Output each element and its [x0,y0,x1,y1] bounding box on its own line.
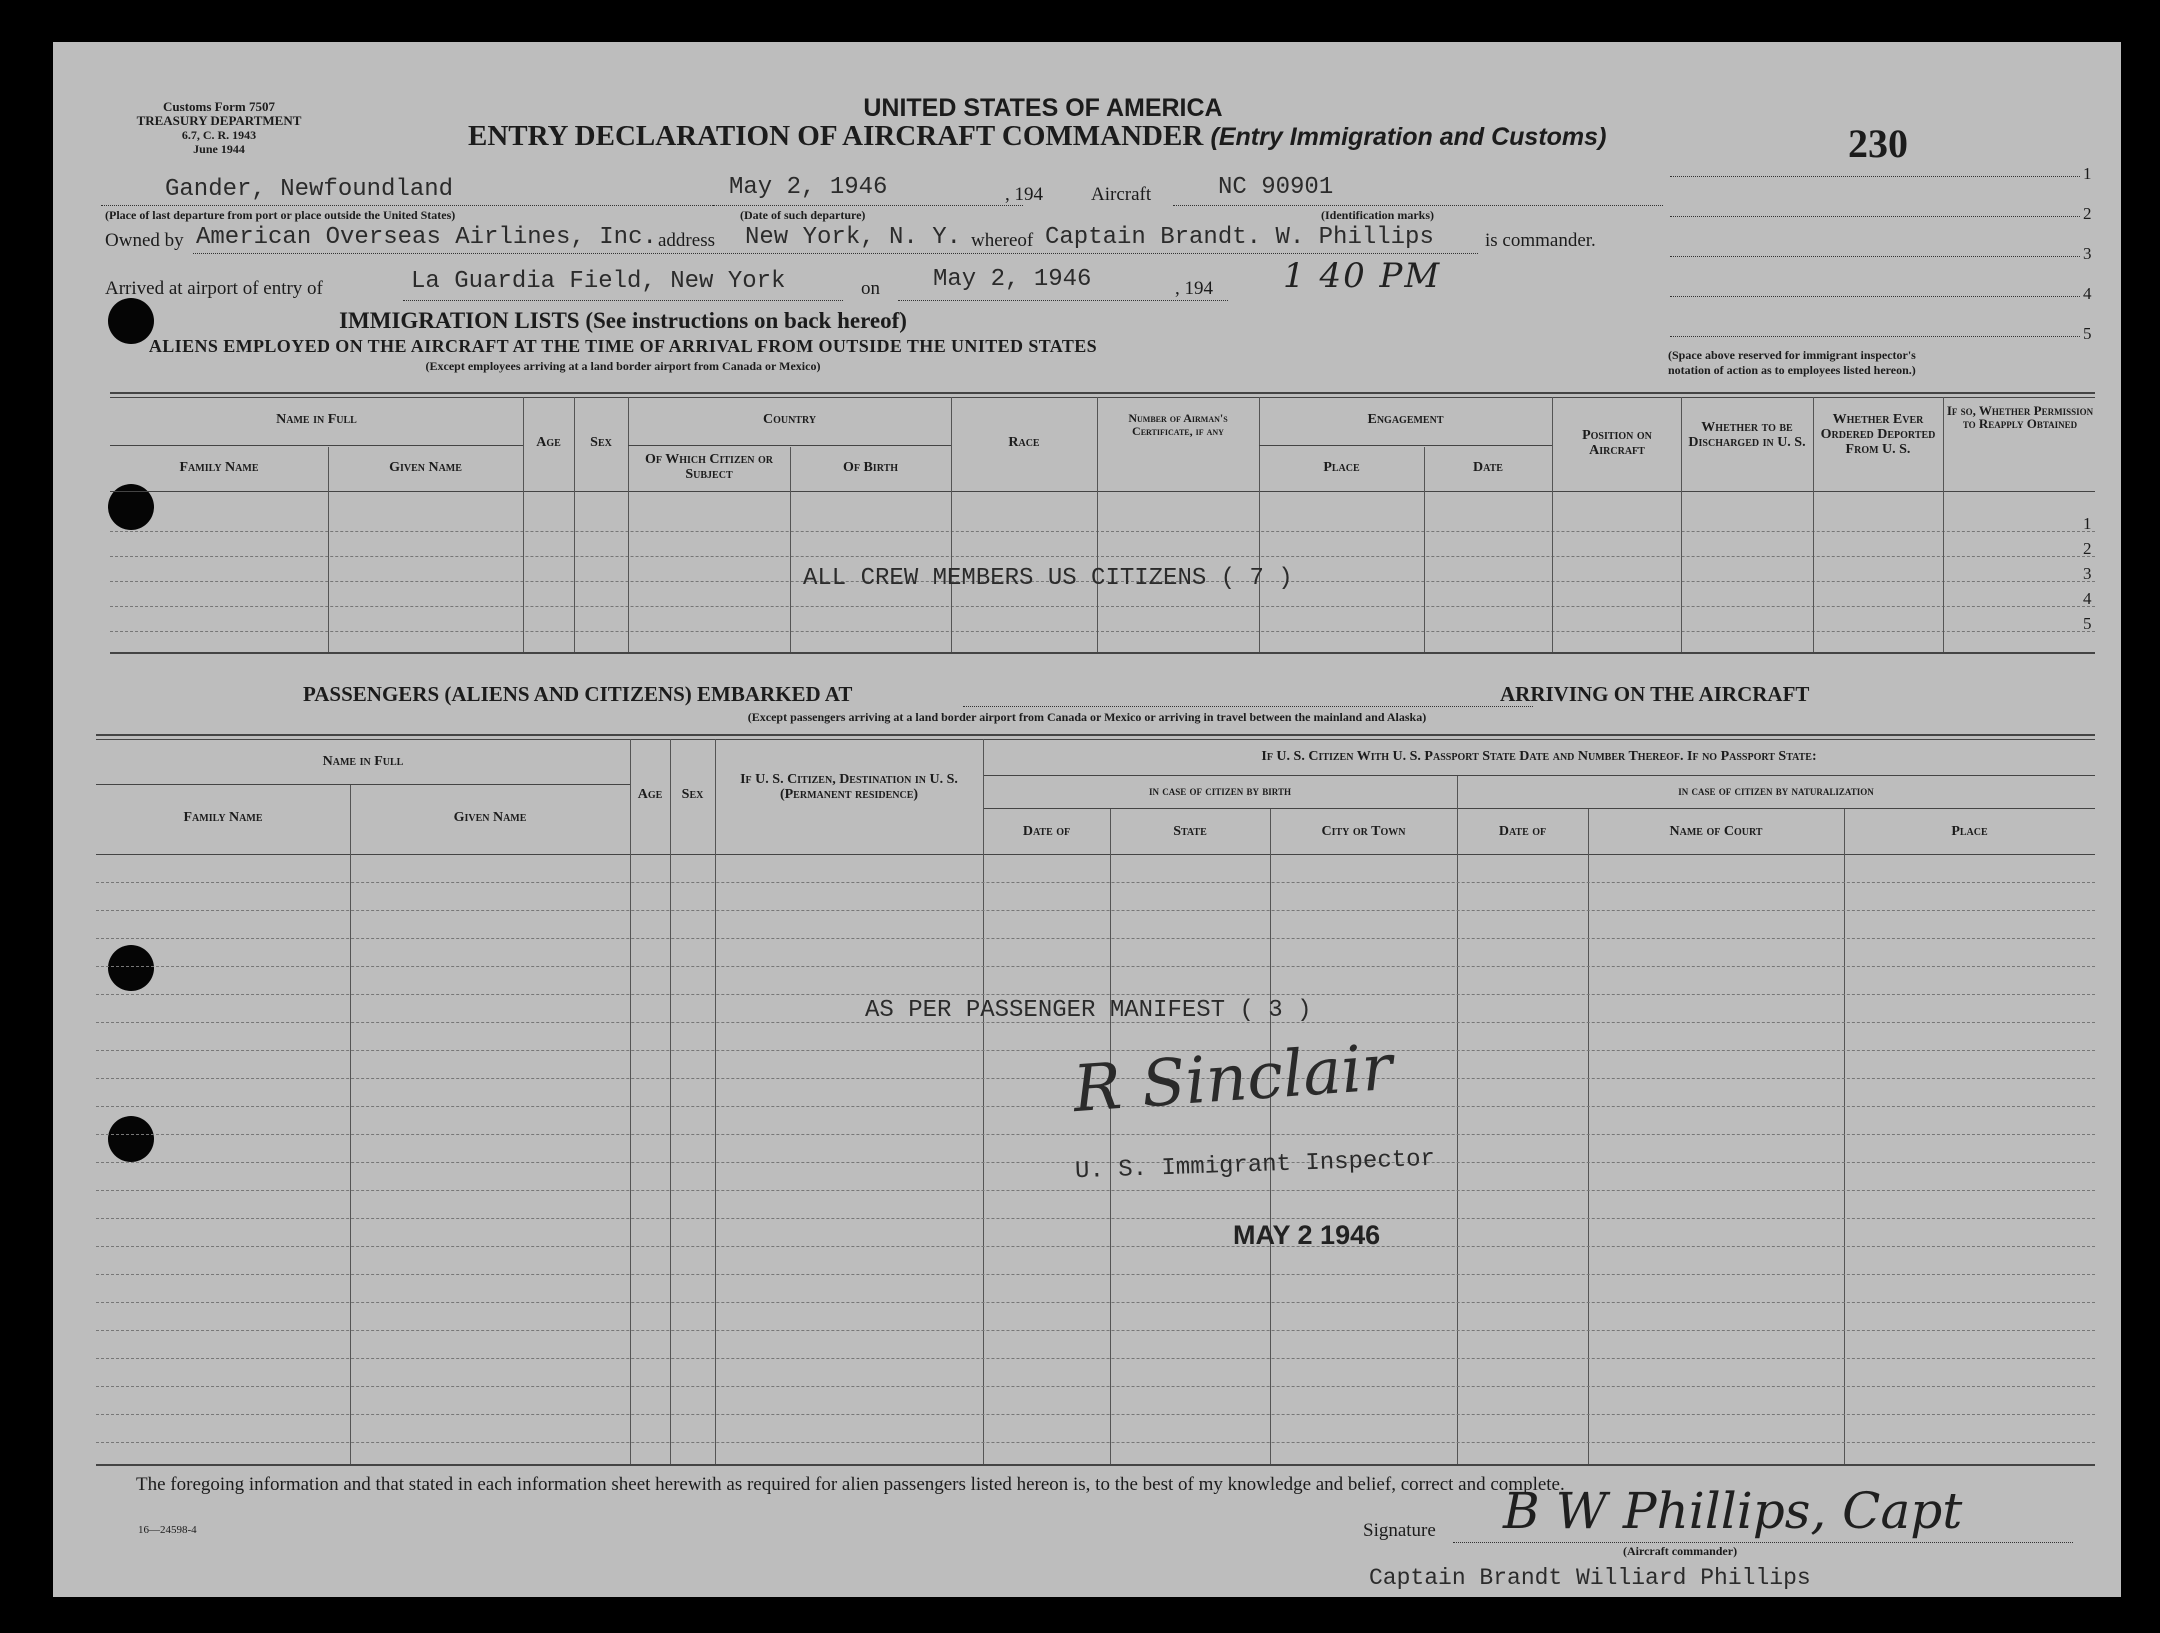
immigration-title: IMMIGRATION LISTS (See instructions on back hereof) [339,308,907,333]
col-given-name: Given Name [389,460,462,475]
inspector-signature: R Sinclair [1070,1030,1395,1128]
col-country-of-birth: Of Birth [842,460,899,475]
col-position: Position on Aircraft [1582,428,1652,458]
col-deported: Whether Ever Ordered Deported From U. S. [1820,412,1936,457]
col-engagement: Engagement [1367,412,1444,427]
pcol-age: Age [637,787,663,802]
passengers-title: PASSENGERS (ALIENS AND CITIZENS) EMBARKED AT [303,682,853,706]
declaration-text: The foregoing information and that stated in each information sheet herewith as required for alien passengers listed hereon is, to the best of my knowledge and belief, correct and complete. [136,1474,1565,1495]
arrival-date: May 2, 1946 [933,266,1092,293]
pcol-birth-date: Date of [1022,824,1071,839]
col-name-in-full: Name in Full [276,412,357,427]
owner-address: New York, N. Y. [745,224,962,251]
commander-name: Captain Brandt. W. Phillips [1045,224,1434,251]
col-age: Age [536,435,561,450]
owner-name: American Overseas Airlines, Inc. [196,224,657,251]
reserved-note-line: (Space above reserved for immigrant inspector's [1668,348,1916,362]
col-race: Race [1008,435,1040,450]
aircraft-marks: NC 90901 [1218,174,1334,201]
punch-hole [108,1116,154,1162]
pcol-state: State [1173,824,1207,839]
year-prefix: , 194 [1005,184,1043,205]
pcol-given-name: Given Name [453,810,527,825]
form-identification [109,100,329,156]
department-label: TREASURY DEPARTMENT [136,113,302,128]
whereof-label: whereof [971,230,1034,251]
col-engagement-date: Date [1473,460,1503,475]
owned-by-label: Owned by [105,230,184,251]
pcol-by-naturalization: in case of citizen by naturalization [1678,783,1874,798]
pcol-sex: Sex [681,787,704,802]
signature-label: Signature [1363,1520,1436,1541]
pcol-court: Name of Court [1669,824,1763,839]
issue-date-label: June 1944 [193,142,245,156]
crew-stamp: ALL CREW MEMBERS US CITIZENS ( 7 ) [803,565,1293,592]
row-number: 5 [2083,614,2092,633]
pcol-passport: If U. S. Citizen With U. S. Passport State Date and Number Thereof. If no Passport State: [1261,749,1817,764]
col-discharged: Whether to be Discharged in U. S. [1688,420,1806,450]
pcol-place: Place [1951,824,1988,839]
reserved-note [1668,348,2108,378]
signature-caption: (Aircraft commander) [1623,1544,1738,1558]
departure-date: May 2, 1946 [729,174,888,201]
immigration-subtitle: ALIENS EMPLOYED ON THE AIRCRAFT AT THE TIME OF ARRIVAL FROM OUTSIDE THE UNITED STATES [148,336,1098,356]
punch-hole [108,945,154,991]
departure-date-caption: (Date of such departure) [740,208,866,222]
row-number: 3 [2083,564,2092,583]
print-code: 16—24598-4 [138,1524,197,1536]
commander-typed-name: Captain Brandt Williard Phillips [1369,1565,1811,1591]
form-page [53,42,2121,1597]
departure-place-caption: (Place of last departure from port or place outside the United States) [105,208,456,222]
regulation-label: 6.7, C. R. 1943 [181,128,257,142]
col-family-name: Family Name [179,460,259,475]
pcol-family-name: Family Name [183,810,263,825]
form-title-main: ENTRY DECLARATION OF AIRCRAFT COMMANDER [468,120,1204,152]
reserved-line-number: 4 [2083,284,2092,303]
arrival-on-label: on [861,278,880,299]
col-engagement-place: Place [1323,460,1360,475]
col-country: Country [762,412,817,427]
form-title-sub: (Entry Immigration and Customs) [1210,123,1607,151]
passengers-note: (Except passengers arriving at a land border airport from Canada or Mexico or arriving in travel between the mainland and Alaska) [747,710,1427,724]
passengers-title-right: ARRIVING ON THE AIRCRAFT [1500,682,1810,706]
form-title [468,120,1768,153]
col-citizen-of: Of Which Citizen or Subject [644,452,774,482]
country-heading: UNITED STATES OF AMERICA [863,94,1223,122]
departure-place: Gander, Newfoundland [165,176,454,203]
pcol-naturalization-date: Date of [1498,824,1547,839]
pcol-by-birth: in case of citizen by birth [1149,783,1291,798]
reserved-line-number: 1 [2083,164,2092,183]
row-number: 2 [2083,539,2092,558]
pcol-destination: If U. S. Citizen, Destination in U. S. (Permanent residence) [740,772,958,802]
immigration-note: (Except employees arriving at a land border airport from Canada or Mexico) [425,359,821,373]
commander-signature: B W Phillips, Capt [1503,1482,1963,1540]
arrival-airport: La Guardia Field, New York [411,268,786,295]
manifest-stamp: AS PER PASSENGER MANIFEST ( 3 ) [865,997,1312,1024]
reserved-line-number: 2 [2083,204,2092,223]
date-stamp: MAY 2 1946 [1233,1220,1381,1250]
address-label: address [658,230,715,251]
aircraft-label: Aircraft [1091,184,1152,205]
is-commander-label: is commander. [1485,230,1596,251]
arrival-label: Arrived at airport of entry of [105,278,323,299]
col-reapply-permission: If so, Whether Permission to Reapply Obtained [1946,403,2094,431]
col-airman-certificate: Number of Airman's Certificate, if any [1128,411,1228,438]
pcol-city: City or Town [1321,824,1406,839]
col-sex: Sex [590,435,612,450]
arrival-time-handwritten: 1 40 PM [1283,256,1442,296]
inspector-title: U. S. Immigrant Inspector [1074,1145,1436,1186]
customs-form-label: Customs Form 7507 [163,99,275,114]
aircraft-caption: (Identification marks) [1321,208,1434,222]
reserved-note-line: notation of action as to employees listed hereon.) [1668,363,1916,377]
row-number: 1 [2083,514,2092,533]
form-number: 230 [1848,121,1908,166]
reserved-line-number: 5 [2083,324,2092,343]
row-number: 4 [2083,589,2092,608]
pcol-name-in-full: Name in Full [322,754,404,769]
reserved-line-number: 3 [2083,244,2092,263]
arrival-year-prefix: , 194 [1175,278,1213,299]
